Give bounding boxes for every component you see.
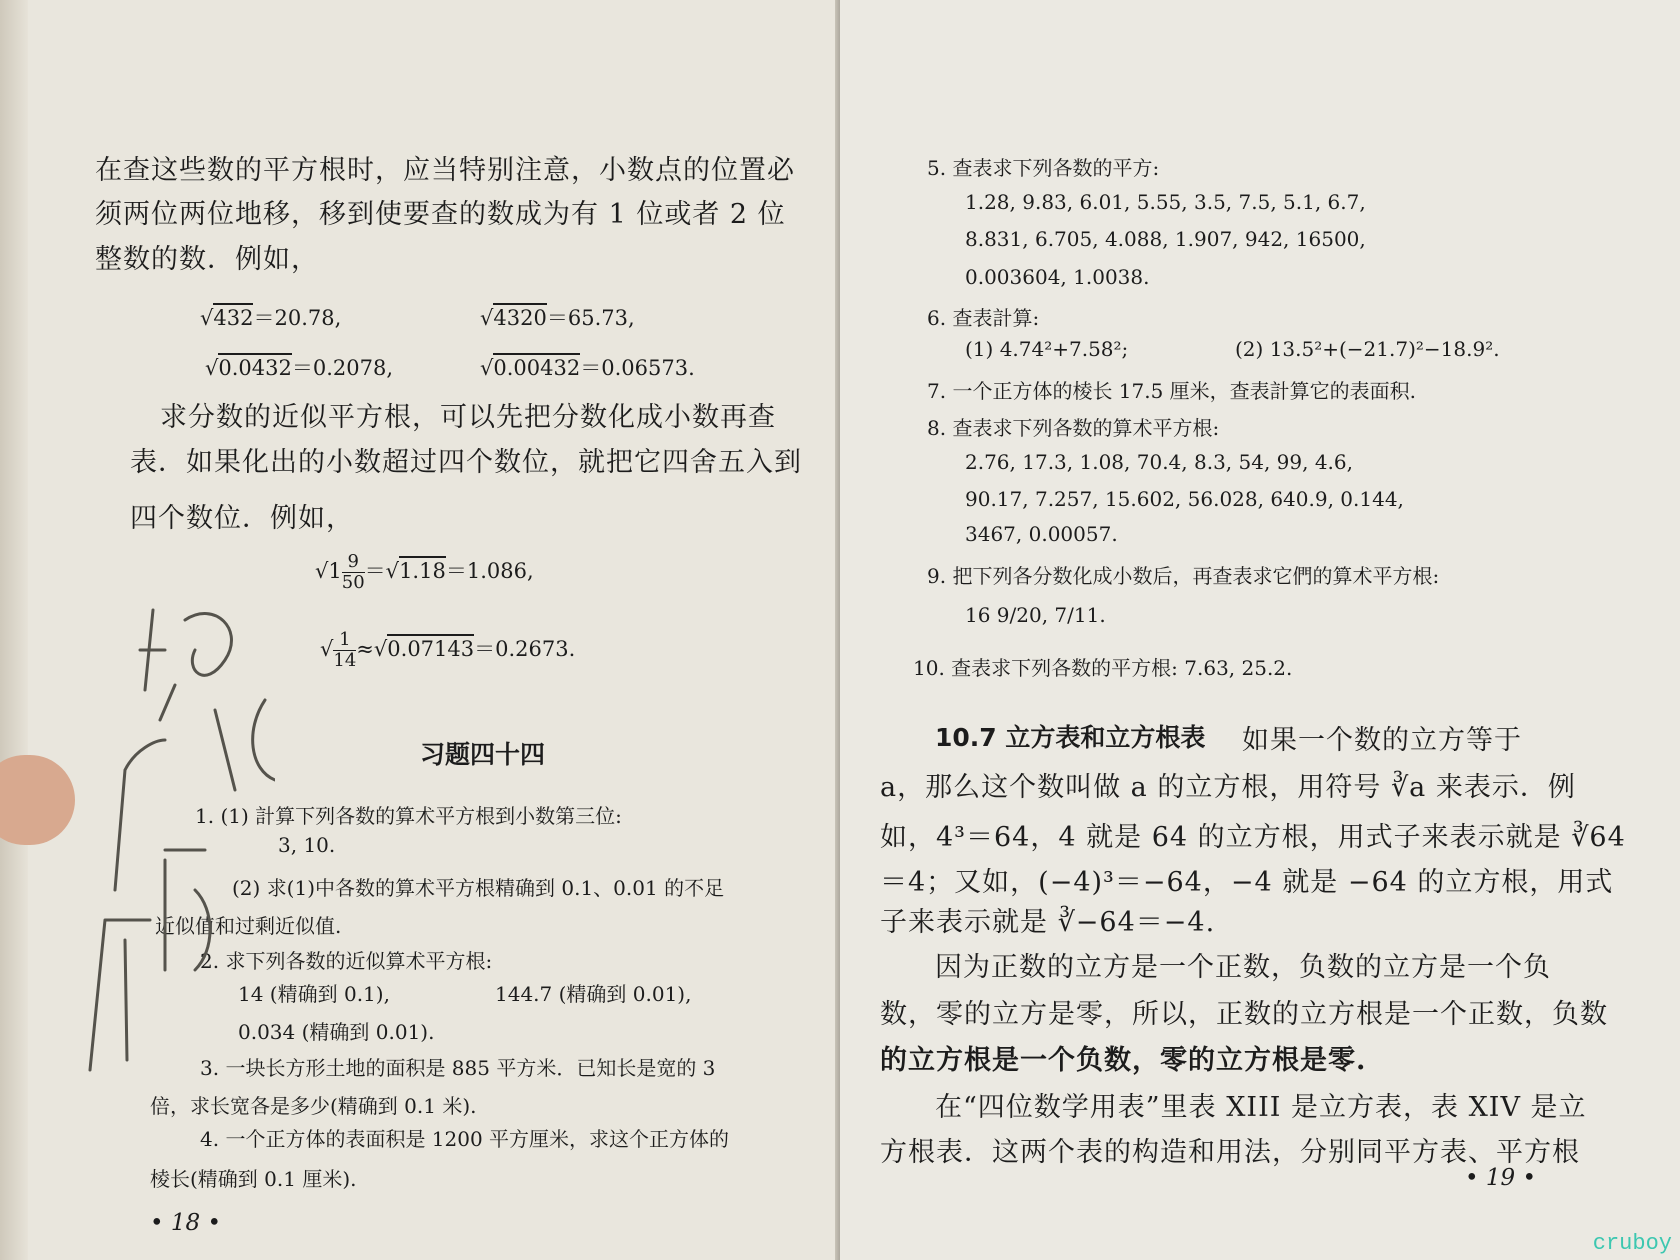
- exercise-line: 7. 一个正方体的棱长 17.5 厘米，查表計算它的表面积.: [927, 379, 1417, 403]
- exercise-line: 144.7 (精确到 0.01),: [495, 982, 692, 1006]
- exercise-line: 14 (精确到 0.1),: [238, 982, 390, 1006]
- body-line: a，那么这个数叫做 a 的立方根，用符号 ∛a 来表示．例: [880, 772, 1576, 803]
- exercise-line: 3, 10.: [278, 833, 336, 857]
- exercise-line: 4. 一个正方体的表面积是 1200 平方厘米，求这个正方体的: [200, 1127, 730, 1151]
- handwritten-scribble: [65, 590, 275, 1090]
- exercise-line: 9. 把下列各分数化成小数后，再查表求它們的算术平方根:: [927, 564, 1440, 588]
- para1-line2: 须两位两位地移，移到使要查的数成为有 1 位或者 2 位: [95, 199, 786, 230]
- section-title: 10.7 立方表和立方根表: [935, 723, 1206, 752]
- page-number: • 18 •: [150, 1210, 222, 1236]
- body-line: 在“四位数学用表”里表 XIII 是立方表，表 XIV 是立: [935, 1092, 1587, 1123]
- page-number: • 19 •: [1465, 1165, 1537, 1191]
- body-line: 如果一个数的立方等于: [1242, 725, 1522, 756]
- exercise-line: (2) 13.5²+(−21.7)²−18.9².: [1235, 337, 1500, 361]
- sqrt-example: √432＝20.78,: [200, 302, 341, 332]
- fraction-example: √ $\frac{1}{14}$ ≈√0.07143＝0.2673.: [320, 629, 576, 671]
- exercise-line: 8. 查表求下列各数的算术平方根:: [927, 416, 1220, 440]
- exercise-line: 1.28, 9.83, 6.01, 5.55, 3.5, 7.5, 5.1, 6.7,: [965, 190, 1366, 214]
- exercise-line: (1) 4.74²+7.58²;: [965, 337, 1129, 361]
- page-edge: [0, 0, 28, 1260]
- exercise-line: 5. 查表求下列各数的平方:: [927, 156, 1160, 180]
- thumb: [0, 755, 75, 845]
- para1-line1: 在查这些数的平方根时，应当特别注意，小数点的位置必: [95, 155, 795, 186]
- exercise-line: 16 9/20, 7/11.: [965, 603, 1106, 627]
- para2-line1: 求分数的近似平方根，可以先把分数化成小数再查: [160, 402, 776, 433]
- watermark: cruboy: [1592, 1231, 1672, 1256]
- para2-line3: 四个数位．例如，: [130, 503, 354, 534]
- body-line: 如，4³＝64，4 就是 64 的立方根，用式子来表示就是 ∛64: [880, 822, 1626, 853]
- exercise-line: 3467, 0.00057.: [965, 522, 1118, 546]
- exercise-line: 90.17, 7.257, 15.602, 56.028, 640.9, 0.144,: [965, 487, 1404, 511]
- sqrt-example: √0.0432＝0.2078,: [205, 352, 393, 382]
- body-line: 数，零的立方是零，所以，正数的立方根是一个正数，负数: [880, 999, 1608, 1030]
- exercise-line: 1. (1) 計算下列各数的算术平方根到小数第三位:: [195, 804, 622, 828]
- body-line: ＝4；又如，(−4)³＝−64，−4 就是 −64 的立方根，用式: [880, 867, 1614, 898]
- exercise-line: 2. 求下列各数的近似算术平方根:: [200, 949, 493, 973]
- exercise-line: 8.831, 6.705, 4.088, 1.907, 942, 16500,: [965, 227, 1366, 251]
- exercise-line: 0.034 (精确到 0.01).: [238, 1020, 435, 1044]
- para1-line3: 整数的数．例如，: [95, 244, 319, 275]
- right-page: [840, 0, 1680, 1260]
- exercise-line: 6. 查表計算:: [927, 306, 1040, 330]
- exercise-heading: 习题四十四: [420, 740, 546, 769]
- exercise-line: 棱长(精确到 0.1 厘米).: [150, 1167, 357, 1191]
- exercise-line: 近似值和过剩近似值.: [155, 914, 342, 938]
- sqrt-example: √4320＝65.73,: [480, 302, 635, 332]
- body-line: 子来表示就是 ∛−64＝−4.: [880, 907, 1216, 938]
- fraction-example: √1 $\frac{9}{50}$ ＝√1.18＝1.086,: [315, 551, 534, 593]
- body-line: 方根表．这两个表的构造和用法，分别同平方表、平方根: [880, 1137, 1580, 1168]
- exercise-line: 倍，求长宽各是多少(精确到 0.1 米).: [150, 1094, 477, 1118]
- exercise-line: 10. 查表求下列各数的平方根: 7.63, 25.2.: [913, 656, 1293, 680]
- body-line: 因为正数的立方是一个正数，负数的立方是一个负: [935, 952, 1551, 983]
- sqrt-example: √0.00432＝0.06573.: [480, 352, 695, 382]
- exercise-line: 3. 一块长方形土地的面积是 885 平方米．已知长是宽的 3: [200, 1056, 716, 1080]
- exercise-line: 0.003604, 1.0038.: [965, 265, 1150, 289]
- para2-line2: 表．如果化出的小数超过四个数位，就把它四舍五入到: [130, 447, 802, 478]
- body-line: 的立方根是一个负数，零的立方根是零.: [880, 1045, 1367, 1076]
- exercise-line: (2) 求(1)中各数的算术平方根精确到 0.1、0.01 的不足: [232, 876, 725, 900]
- exercise-line: 2.76, 17.3, 1.08, 70.4, 8.3, 54, 99, 4.6,: [965, 450, 1353, 474]
